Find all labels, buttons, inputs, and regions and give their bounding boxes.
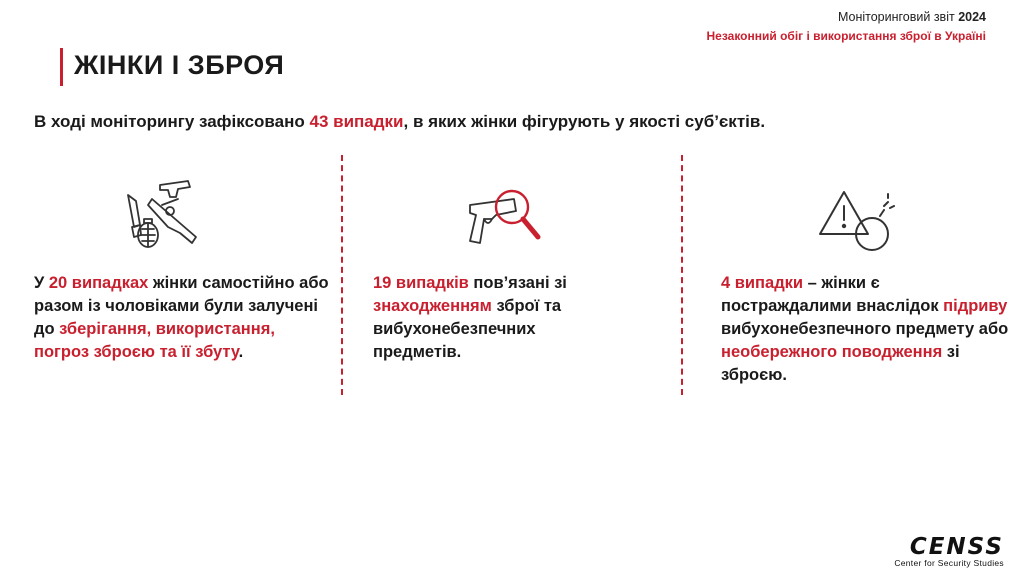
col2-part: пов’язані зі bbox=[468, 274, 567, 292]
col3-part: вибухонебезпечного предмету або bbox=[721, 320, 1009, 338]
pistol-magnifier-icon bbox=[466, 183, 548, 260]
censs-logo bbox=[894, 536, 1004, 568]
logo-wordmark: CENSS bbox=[909, 534, 1004, 560]
col2-part: знаходженням bbox=[373, 297, 492, 315]
col2-part: 19 випадків bbox=[373, 274, 469, 292]
col3-part: необережного поводження bbox=[721, 343, 943, 361]
report-header bbox=[707, 10, 987, 43]
col1-part: У bbox=[34, 274, 49, 292]
col3-part: зі зброєю. bbox=[721, 343, 960, 384]
intro-sentence bbox=[34, 112, 765, 132]
col1-part: 20 випадках bbox=[48, 274, 149, 292]
title-accent-bar bbox=[60, 48, 63, 86]
report-label bbox=[707, 10, 987, 24]
column-1-text bbox=[34, 272, 334, 364]
page-title: ЖІНКИ І ЗБРОЯ bbox=[74, 50, 285, 80]
col3-part: – жінки є постраждалими внаслідок bbox=[721, 274, 944, 315]
weapons-icon bbox=[118, 175, 210, 260]
col1-part: зберігання, використання, погроз зброєю та її збуту bbox=[34, 320, 275, 361]
column-divider bbox=[681, 155, 683, 395]
intro-after: , в яких жінки фігурують у якості суб’єктів. bbox=[403, 112, 766, 131]
column-divider bbox=[341, 155, 343, 395]
report-year: 2024 bbox=[958, 10, 986, 24]
report-prefix: Моніторинговий звіт bbox=[837, 10, 955, 24]
column-3-text bbox=[721, 272, 1011, 387]
intro-highlight: 43 випадки bbox=[309, 112, 404, 131]
intro-before: В ході моніторингу зафіксовано bbox=[34, 112, 305, 131]
warning-bomb-icon bbox=[818, 188, 900, 263]
report-subtitle: Незаконний обіг і використання зброї в Україні bbox=[706, 29, 986, 43]
col3-part: підриву bbox=[943, 297, 1008, 315]
col3-part: 4 випадки bbox=[721, 274, 804, 292]
logo-tagline: Center for Security Studies bbox=[894, 558, 1004, 568]
col2-part: зброї та вибухонебезпечних предметів. bbox=[373, 297, 562, 361]
col1-part: жінки самостійно або разом із чоловіками були залучені до bbox=[34, 274, 329, 338]
column-2-text bbox=[373, 272, 623, 364]
col1-part: . bbox=[238, 343, 244, 361]
